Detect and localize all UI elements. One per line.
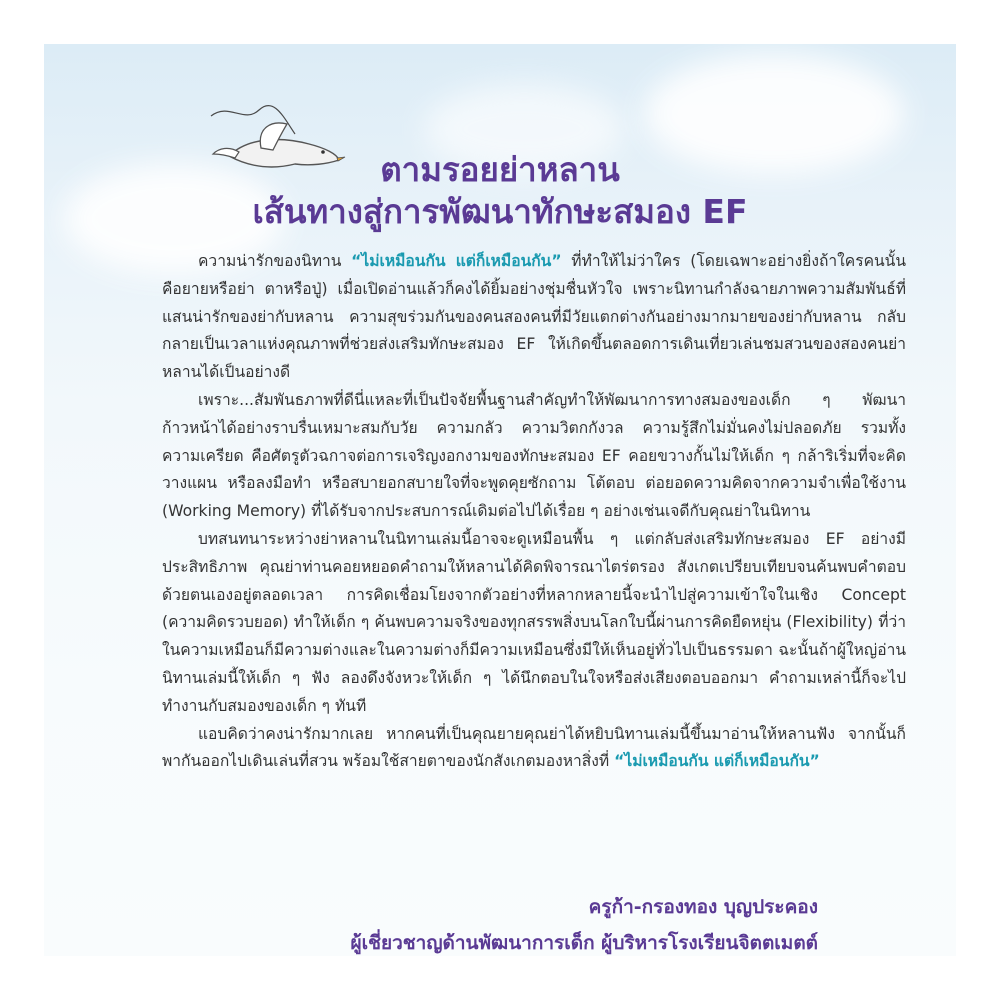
paragraph xyxy=(162,248,906,387)
paragraph-text: แอบคิดว่าคงน่ารักมากเลย หากคนที่เป็นคุณยายคุณย่าได้หยิบนิทานเล่มนี้ขึ้นมาอ่านให้หลานฟัง จากนั้นก็พากันออกไปเดินเล่นที่สวน พร้อมใช้สายตาของนักสังเกตมองหาสิ่งที่ xyxy=(162,724,906,771)
author-name: ครูก้า-กรองทอง บุญประคอง xyxy=(588,896,818,918)
highlight-phrase: “ไม่เหมือนกัน แต่ก็เหมือนกัน” xyxy=(614,752,820,771)
book-page xyxy=(44,44,956,956)
page-title: ตามรอยย่าหลาน xyxy=(380,150,620,189)
paragraph: เพราะ...สัมพันธภาพที่ดีนี่แหละที่เป็นปัจจัยพื้นฐานสำคัญทำให้พัฒนาการทางสมองของเด็ก ๆ พัฒนาก้าวหน้าได้อย่างราบรื่นเหมาะสมกับวัย ความกลัว ความวิตกกังวล ความรู้สึกไม่มั่นคงไม่ปลอดภัย รวมทั้งความเครียด คือศัตรูตัวฉกาจต่อการเจริญงอกงามของทักษะสมอง EF คอยขวางกั้นไม่ให้เด็ก ๆ กล้าริเริ่มที่จะคิด วางแผน หรือลงมือทำ หรือสบายอกสบายใจที่จะพูดคุยซักถาม โต้ตอบ ต่อยอดความคิดจากความจำเพื่อใช้งาน (Working Memory) ที่ได้รับจากประสบการณ์เดิมต่อไปได้เรื่อย ๆ อย่างเช่นเจดีกับคุณย่าในนิทาน xyxy=(162,390,906,521)
paragraph-text: ที่ทำให้ไม่ว่าใคร (โดยเฉพาะอย่างยิ่งถ้าใครคนนั้นคือยายหรือย่า ตาหรือปู่) เมื่อเปิดอ่านแล้วก็คงได้ยิ้มอย่างชุ่มชื่นหัวใจ เพราะนิทานกำลังฉายภาพความสัมพันธ์ที่แสนน่ารักของย่ากับหลาน ความสุขร่วมกันของคนสองคนที่มีวัยแตกต่างกันอย่างมากมายของย่ากับหลาน กลับกลายเป็นเวลาแห่งคุณภาพที่ช่วยส่งเสริมทักษะสมอง EF ให้เกิดขึ้นตลอดการเดินเที่ยวเล่นชมสวนของสองคนย่าหลานได้เป็นอย่างดี xyxy=(162,252,906,382)
paragraph: บทสนทนาระหว่างย่าหลานในนิทานเล่มนี้อาจจะดูเหมือนพื้น ๆ แต่กลับส่งเสริมทักษะสมอง EF อย่างมีประสิทธิภาพ คุณย่าท่านคอยหยอดคำถามให้หลานได้คิดพิจารณาไตร่ตรอง สังเกตเปรียบเทียบจนค้นพบคำตอบด้วยตนเองอยู่ตลอดเวลา การคิดเชื่อมโยงจากตัวอย่างที่หลากหลายนี้จะนำไปสู่ความเข้าใจในเชิง Concept (ความคิดรวบยอด) ทำให้เด็ก ๆ ค้นพบความจริงของทุกสรรพสิ่งบนโลกใบนี้ผ่านการคิดยืดหยุ่น (Flexibility) ที่ว่าในความเหมือนก็มีความต่างและในความต่างก็มีความเหมือนซึ่งมีให้เห็นอยู่ทั่วไปเป็นธรรมดา ฉะนั้นถ้าผู้ใหญ่อ่านนิทานเล่มนี้ให้เด็ก ๆ ฟัง ลองดึงจังหวะให้เด็ก ๆ ได้นึกตอบในใจหรือส่งเสียงตอบออกมา คำถามเหล่านี้ก็จะไปทำงานกับสมองของเด็ก ๆ ทันที xyxy=(162,529,906,715)
author-role: ผู้เชี่ยวชาญด้านพัฒนาการเด็ก ผู้บริหารโรงเรียนจิตตเมตต์ xyxy=(350,932,818,954)
paragraph-text: ความน่ารักของนิทาน xyxy=(198,252,352,270)
paragraph xyxy=(162,721,906,777)
highlight-phrase: “ไม่เหมือนกัน แต่ก็เหมือนกัน” xyxy=(351,252,562,270)
body-text xyxy=(162,248,906,776)
page-subtitle: เส้นทางสู่การพัฒนาทักษะสมอง EF xyxy=(252,192,748,231)
